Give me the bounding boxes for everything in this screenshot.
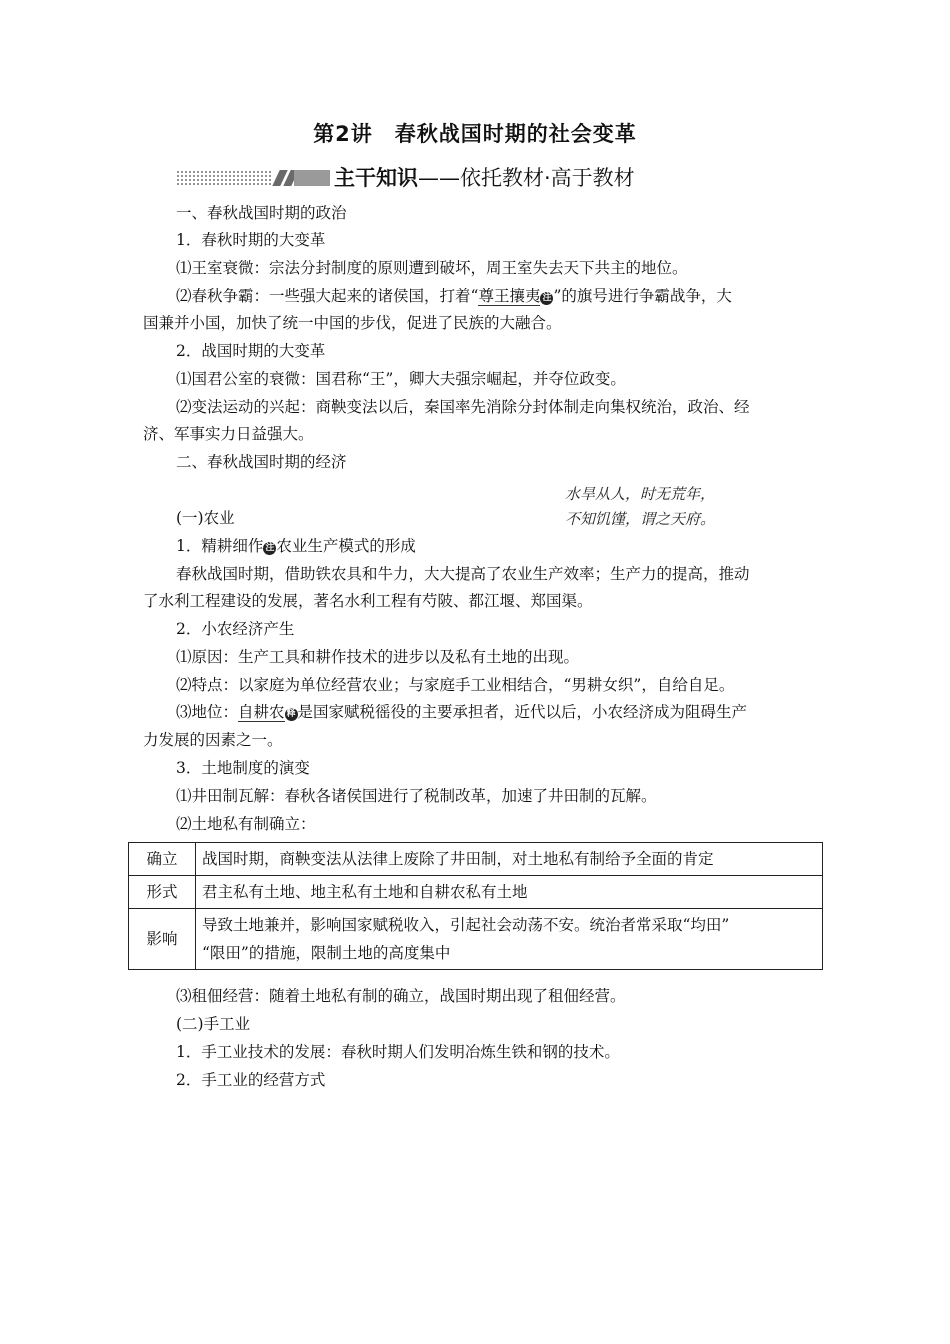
paragraph: ⑵特点：以家庭为单位经营农业；与家庭手工业相结合，“男耕女织”，自给自足。 — [176, 676, 735, 694]
subheading: 2．小农经济产生 — [176, 620, 295, 638]
paragraph: 济、军事实力日益强大。 — [143, 425, 314, 443]
paragraph: ⑴王室衰微：宗法分封制度的原则遭到破坏，周王室失去天下共主的地位。 — [176, 259, 688, 277]
table-value-line: “限田”的措施，限制土地的高度集中 — [202, 944, 451, 962]
underlined-term: 自耕农 — [238, 703, 285, 721]
table-value — [196, 909, 823, 970]
section-heading: 二、春秋战国时期的经济 — [176, 453, 347, 471]
text-run: 1．精耕细作 — [176, 537, 264, 555]
banner-main: 主干知识 — [334, 166, 418, 190]
table-value: 战国时期，商鞅变法从法律上废除了井田制，对土地私有制给予全面的肯定 — [196, 843, 823, 876]
banner-heading — [334, 162, 635, 192]
paragraph: ⑶租佃经营：随着土地私有制的确立，战国时期出现了租佃经营。 — [176, 987, 626, 1005]
paragraph: ⑴井田制瓦解：春秋各诸侯国进行了税制改革，加速了井田制的瓦解。 — [176, 787, 657, 805]
paragraph — [176, 286, 732, 306]
banner-bar — [294, 170, 330, 186]
note-line: 水旱从人，时无荒年， — [565, 485, 716, 503]
subheading: 2．战国时期的大变革 — [176, 342, 326, 360]
annotation-marker: 释 — [286, 709, 296, 719]
section-banner — [176, 162, 736, 192]
annotation-marker: 注 — [542, 293, 552, 303]
paragraph: 力发展的因素之一。 — [143, 731, 283, 749]
paragraph — [176, 702, 747, 722]
table-key: 形式 — [129, 876, 196, 909]
text-run: ”的旗号进行争霸战争，大 — [553, 287, 732, 305]
subheading: 2．手工业的经营方式 — [176, 1071, 326, 1089]
paragraph: ⑴原因：生产工具和耕作技术的进步以及私有土地的出现。 — [176, 648, 580, 666]
subheading: (二)手工业 — [176, 1015, 251, 1033]
note-line: 不知饥馑，谓之天府。 — [565, 510, 716, 528]
paragraph: ⑵土地私有制确立： — [176, 815, 316, 833]
paragraph: 国兼并小国，加快了统一中国的步伐，促进了民族的大融合。 — [143, 314, 562, 332]
paragraph: ⑴国君公室的衰微：国君称“王”，卿大夫强宗崛起，并夺位政变。 — [176, 370, 626, 388]
section-heading: 一、春秋战国时期的政治 — [176, 204, 347, 222]
text-run: ⑶地位： — [176, 703, 239, 721]
text-run: 是国家赋税徭役的主要承担者，近代以后，小农经济成为阻碍生产 — [297, 703, 748, 721]
subheading: 3．土地制度的演变 — [176, 759, 310, 777]
table-value-line: 导致土地兼并，影响国家赋税收入，引起社会动荡不安。统治者常采取“均田” — [202, 916, 730, 934]
paragraph: 1．手工业技术的发展：春秋时期人们发明冶炼生铁和钢的技术。 — [176, 1043, 620, 1061]
annotation-marker: 注 — [265, 543, 275, 553]
paragraph: ⑵变法运动的兴起：商鞅变法以后，秦国率先消除分封体制走向集权统治，政治、经 — [176, 398, 750, 416]
table-value: 君主私有土地、地主私有土地和自耕农私有土地 — [196, 876, 823, 909]
table-row — [129, 843, 823, 876]
subheading: (一)农业 — [176, 509, 235, 527]
paragraph: 春秋战国时期，借助铁农具和牛力，大大提高了农业生产效率；生产力的提高，推动 — [176, 565, 750, 583]
table-key: 影响 — [129, 909, 196, 970]
handwritten-note — [565, 482, 765, 532]
banner-dot-pattern — [176, 170, 272, 186]
banner-subtitle: ——依托教材·高于教材 — [418, 166, 635, 190]
page-title: 第2讲 春秋战国时期的社会变革 — [313, 122, 637, 146]
paragraph: 了水利工程建设的发展，著名水利工程有芍陂、都江堰、郑国渠。 — [143, 592, 593, 610]
table-row — [129, 909, 823, 970]
subheading — [176, 536, 416, 556]
underlined-term: 尊王攘夷 — [478, 287, 541, 305]
subheading: 1．春秋时期的大变革 — [176, 231, 326, 249]
text-run: ⑵春秋争霸：一些强大起来的诸侯国，打着“ — [176, 287, 479, 305]
table-key: 确立 — [129, 843, 196, 876]
land-system-table — [128, 842, 823, 970]
table-row — [129, 876, 823, 909]
text-run: 农业生产模式的形成 — [276, 537, 416, 555]
